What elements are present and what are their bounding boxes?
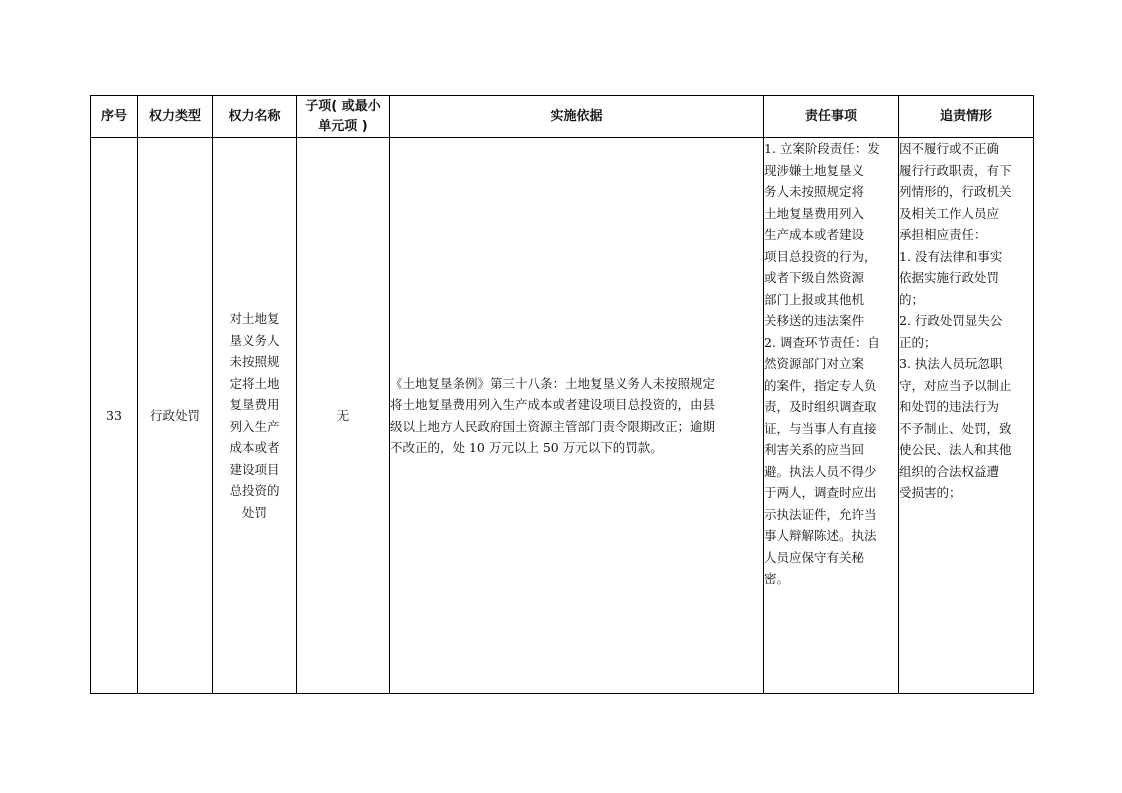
power-name-line: 垦义务人: [229, 332, 280, 348]
header-subitem: [297, 96, 390, 138]
basis-line: 《土地复垦条例》第三十八条：土地复垦义务人未按照规定: [390, 375, 716, 391]
responsibility-line: 部门上报或其他机: [764, 291, 865, 307]
header-seq: 序号: [91, 96, 138, 138]
basis-line: 将土地复垦费用列入生产成本或者建设项目总投资的，由县: [390, 397, 716, 412]
cell-basis: [390, 138, 764, 694]
power-name-line: 定将土地: [229, 375, 280, 391]
responsibility-line: 务人未按照规定将: [764, 184, 865, 199]
responsibility-line: 责，及时组织调查取: [764, 399, 877, 414]
accountability-line: 2. 行政处罚显失公: [899, 313, 1003, 328]
accountability-line: 不予制止、处罚，致: [899, 420, 1012, 436]
accountability-line: 正的；: [899, 334, 937, 350]
header-power-name: 权力名称: [213, 96, 297, 138]
power-name-line: 复垦费用: [229, 397, 280, 412]
responsibility-line: 关移送的违法案件: [764, 313, 865, 328]
basis-line: 级以上地方人民政府国土资源主管部门责令限期改正；逾期: [390, 418, 716, 434]
power-name-line: 对土地复: [229, 311, 280, 326]
accountability-line: 受损害的；: [899, 485, 962, 500]
accountability-line: 使公民、法人和其他: [899, 442, 1012, 457]
accountability-line: 列情形的，行政机关: [899, 184, 1012, 199]
power-name-line: 列入生产: [229, 418, 280, 434]
responsibility-line: 生产成本或者建设: [764, 227, 865, 242]
responsibility-line: 密。: [764, 571, 790, 586]
header-subitem-line: 单元项 ): [318, 118, 368, 134]
accountability-line: 承担相应责任：: [899, 227, 987, 242]
cell-subitem: 无: [297, 138, 390, 694]
accountability-line: 因不履行或不正确: [899, 141, 1000, 156]
responsibility-line: 于两人，调查时应出: [764, 485, 877, 500]
table-header-row: [91, 96, 1034, 138]
power-name-line: 成本或者: [229, 440, 280, 455]
accountability-line: 的；: [899, 291, 925, 307]
power-name-line: 总投资的: [229, 483, 280, 498]
accountability-line: 依据实施行政处罚: [899, 270, 1000, 285]
responsibility-line: 然资源部门对立案: [764, 356, 865, 371]
responsibility-line: 现涉嫌土地复垦义: [764, 162, 865, 178]
accountability-line: 1. 没有法律和事实: [899, 248, 1003, 264]
power-name-line: 建设项目: [229, 461, 280, 477]
accountability-line: 和处罚的违法行为: [899, 399, 1000, 414]
cell-power-type: 行政处罚: [138, 138, 213, 694]
table-row: [91, 138, 1034, 694]
responsibility-line: 利害关系的应当回: [764, 442, 865, 457]
header-accountability: 追责情形: [899, 96, 1034, 138]
cell-responsibility: [764, 138, 899, 694]
responsibility-line: 人员应保守有关秘: [764, 549, 865, 565]
responsibility-line: 避。执法人员不得少: [764, 463, 877, 479]
responsibility-line: 事人辩解陈述。执法: [764, 528, 877, 543]
cell-accountability: [899, 138, 1034, 694]
responsibility-line: 1. 立案阶段责任：发: [764, 141, 880, 156]
accountability-line: 守，对应当予以制止: [899, 377, 1012, 393]
responsibility-line: 证，与当事人有直接: [764, 420, 877, 436]
accountability-line: 履行行政职责，有下: [899, 162, 1012, 178]
header-subitem-line: 子项( 或最小: [305, 98, 381, 114]
responsibility-line: 项目总投资的行为，: [764, 248, 877, 264]
header-power-type: 权力类型: [138, 96, 213, 138]
header-responsibility: 责任事项: [764, 96, 899, 138]
power-list-table: [90, 95, 1034, 694]
header-basis: 实施依据: [390, 96, 764, 138]
accountability-line: 组织的合法权益遭: [899, 463, 1000, 479]
responsibility-line: 示执法证件，允许当: [764, 506, 877, 522]
responsibility-line: 的案件，指定专人负: [764, 377, 877, 393]
responsibility-line: 2. 调查环节责任：自: [764, 334, 880, 350]
accountability-line: 3. 执法人员玩忽职: [899, 356, 1003, 371]
cell-power-name: [213, 138, 297, 694]
cell-seq: 33: [91, 138, 138, 694]
accountability-line: 及相关工作人员应: [899, 205, 1000, 221]
power-name-line: 未按照规: [229, 354, 280, 369]
power-name-line: 处罚: [241, 504, 267, 520]
basis-line: 不改正的，处 10 万元以上 50 万元以下的罚款。: [390, 440, 663, 455]
responsibility-line: 或者下级自然资源: [764, 270, 865, 285]
responsibility-line: 土地复垦费用列入: [764, 205, 865, 221]
